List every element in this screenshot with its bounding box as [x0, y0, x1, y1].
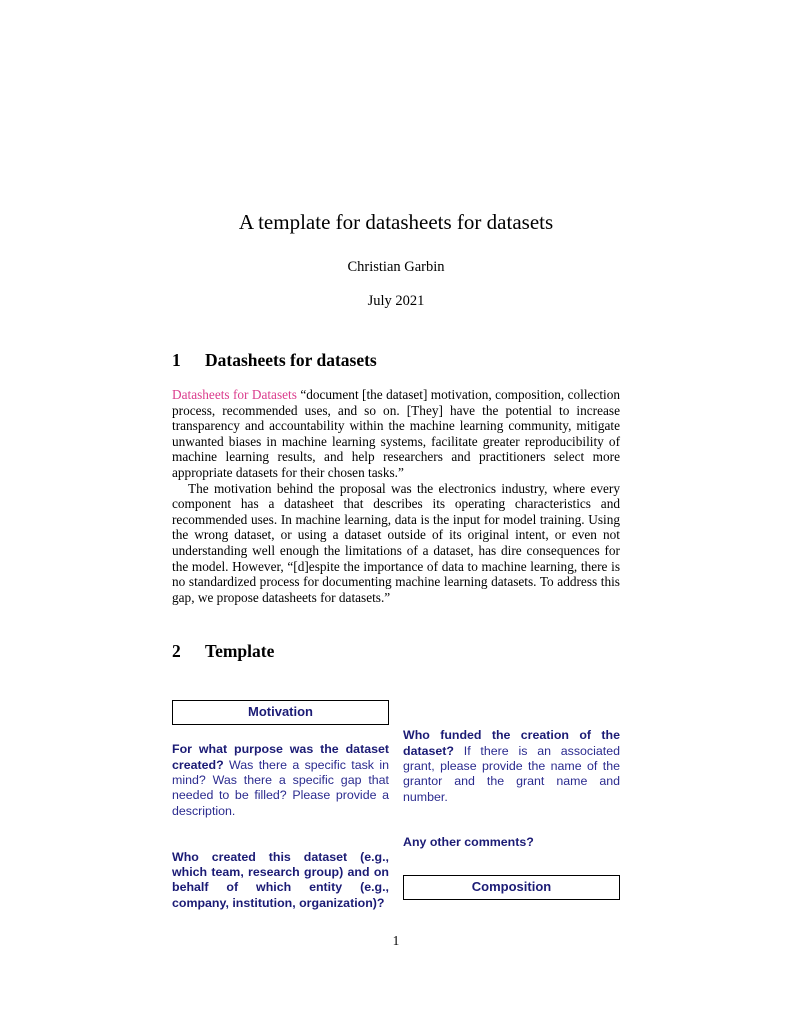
section-2-heading	[172, 641, 620, 662]
section-2-title: Template	[205, 641, 275, 662]
question-comments-bold: Any other comments?	[403, 834, 534, 849]
section-1-heading	[172, 350, 620, 371]
section-1-number: 1	[172, 350, 181, 370]
template-right-column	[403, 700, 620, 911]
question-funding-bold: Who funded the creation of the dataset?	[403, 728, 620, 758]
question-purpose-bold: For what purpose was the dataset created?	[172, 742, 389, 772]
page-title: A template for datasheets for datasets	[238, 210, 554, 234]
question-funding	[403, 728, 620, 804]
question-comments	[403, 835, 620, 850]
paragraph-datasheets-text: “document [the dataset] motivation, composition, collection process, recommended uses, and so on. [They] have the potential to increase transparency and accountability within the machine learning community, mitigate unwanted biases in machine learning systems, facilitate greater reproducibility of machine learning results, and help researchers and practitioners select more appropriate datasets for their chosen tasks.”	[172, 387, 621, 480]
paragraph-datasheets	[172, 387, 620, 481]
template-left-column	[172, 700, 389, 911]
question-creator-bold: Who created this dataset (e.g., which team, research group) and on behalf of which entity (e.g., company, institution, organization)?	[172, 849, 389, 910]
section-1-title: Datasheets for datasets	[205, 350, 377, 370]
question-purpose	[172, 742, 389, 818]
motivation-header: Motivation	[248, 704, 313, 720]
section-2-number: 2	[172, 641, 181, 662]
date: July 2021	[367, 293, 425, 309]
motivation-box	[172, 700, 389, 725]
composition-header: Composition	[471, 879, 552, 895]
author: Christian Garbin	[347, 259, 445, 275]
page-number: 1	[392, 932, 400, 948]
datasheets-for-datasets-link[interactable]: Datasheets for Datasets	[172, 387, 297, 402]
text-block	[172, 0, 620, 949]
template-columns	[172, 700, 620, 911]
paragraph-motivation: The motivation behind the proposal was the electronics industry, where every component has a datasheet that describes its operating characteristics and recommended uses. In machine learning, data is the input for model training. Using the wrong dataset, or using a dataset outside of its original intent, or even not understanding well enough the limitations of a dataset, has dire consequences for the model. However, “[d]espite the importance of data to machine learning, there is no standardized process for documenting machine learning datasets. To address this gap, we propose datasheets for datasets.”	[172, 480, 620, 605]
composition-box	[403, 875, 620, 900]
question-funding-guidance: If there is an associated grant, please provide the name of the grantor and the grant name and number.	[403, 743, 620, 804]
question-creator	[172, 850, 389, 911]
question-purpose-guidance: Was there a specific task in mind? Was there a specific gap that needed to be filled? Please provide a description.	[172, 757, 389, 818]
